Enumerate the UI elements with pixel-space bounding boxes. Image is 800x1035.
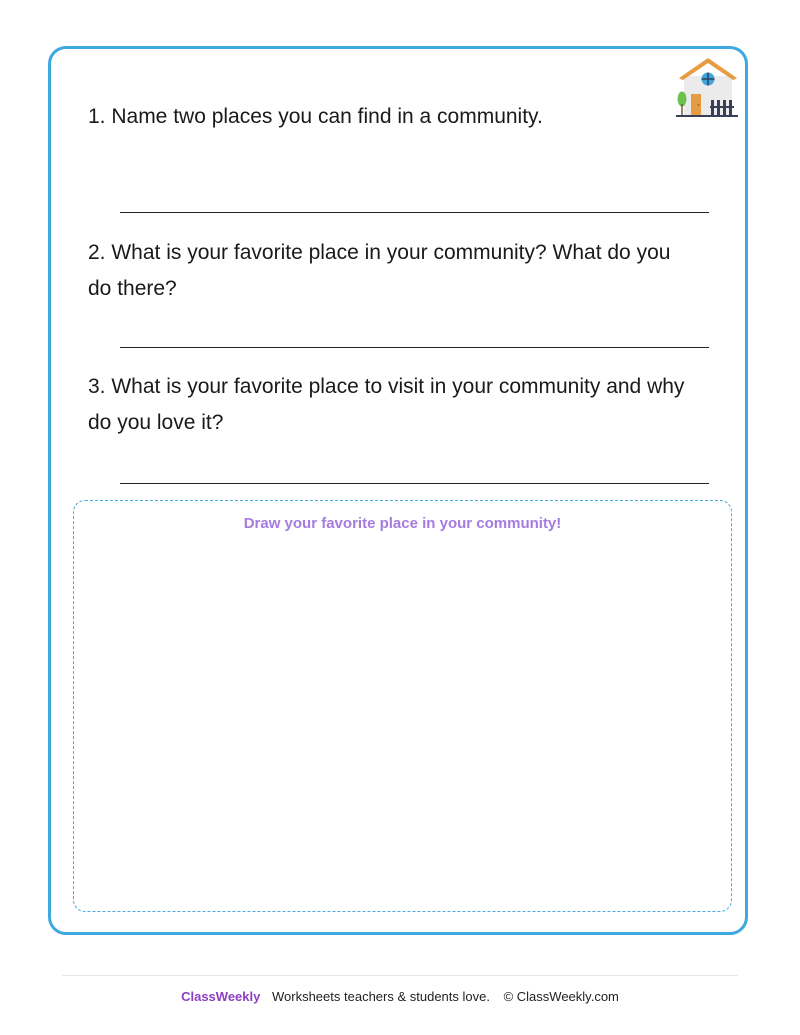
footer-tagline: Worksheets teachers & students love. bbox=[271, 989, 490, 1004]
answer-line-1[interactable] bbox=[120, 212, 709, 213]
question-1: 1. Name two places you can find in a community. bbox=[88, 105, 543, 128]
question-3: 3. What is your favorite place to visit in your community and why do you love it? bbox=[88, 375, 685, 434]
footer-divider bbox=[62, 975, 738, 976]
drawing-area[interactable] bbox=[73, 500, 732, 912]
footer bbox=[0, 989, 800, 1004]
footer-copyright: © ClassWeekly.com bbox=[503, 989, 619, 1004]
answer-line-3[interactable] bbox=[120, 483, 709, 484]
footer-brand: ClassWeekly bbox=[181, 989, 261, 1004]
drawing-prompt: Draw your favorite place in your community! bbox=[243, 515, 562, 532]
answer-line-2[interactable] bbox=[120, 347, 709, 348]
question-2: 2. What is your favorite place in your community? What do you do there? bbox=[88, 241, 671, 300]
